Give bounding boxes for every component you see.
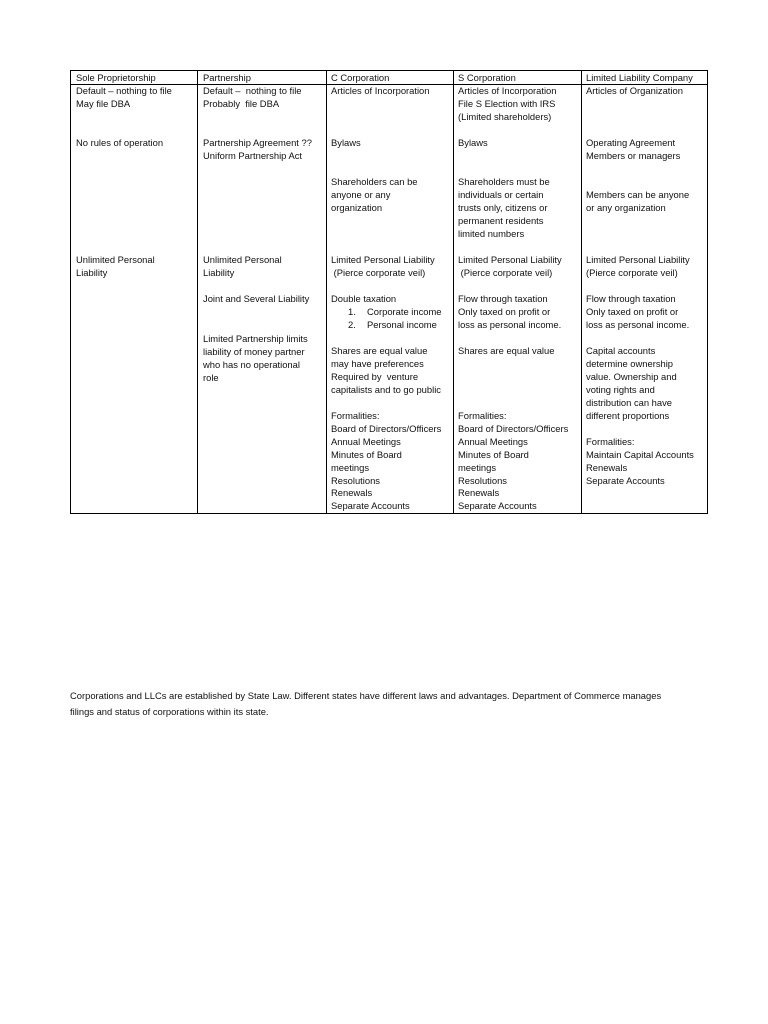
llc-owners bbox=[586, 189, 689, 215]
cell-line: Joint and Several Liability bbox=[203, 293, 310, 304]
cell-line: Liability bbox=[76, 266, 108, 278]
cell-line: Maintain Capital Accounts bbox=[586, 448, 694, 460]
cell-line: loss as personal income. bbox=[586, 318, 690, 330]
business-entity-comparison-table bbox=[70, 70, 708, 514]
cell-line: Formalities: bbox=[331, 410, 380, 421]
s-corp-filing bbox=[458, 85, 556, 124]
cell-line: liability of money partner bbox=[203, 345, 305, 357]
cell-line: meetings bbox=[331, 461, 370, 473]
cell-line: Default – nothing to file bbox=[203, 85, 302, 96]
cell-line: Capital accounts bbox=[586, 345, 656, 356]
column-divider bbox=[326, 71, 327, 513]
cell-line: Unlimited Personal bbox=[76, 254, 155, 265]
cell-line: Separate Accounts bbox=[331, 500, 410, 512]
cell-line: capitalists and to go public bbox=[331, 383, 441, 395]
cell-line: Minutes of Board bbox=[458, 448, 529, 460]
cell-line: (Pierce corporate veil) bbox=[458, 266, 553, 278]
header-sole-proprietorship: Sole Proprietorship bbox=[76, 72, 156, 83]
cell-line: Only taxed on profit or bbox=[458, 305, 551, 317]
partnership-liability bbox=[203, 254, 282, 280]
cell-line: Flow through taxation bbox=[458, 293, 548, 304]
cell-line: File S Election with IRS bbox=[458, 97, 556, 109]
footer-line: Corporations and LLCs are established by State Law. Different states have different laws and advantages. Department of Commerce manages bbox=[70, 690, 662, 701]
s-corp-formalities bbox=[458, 410, 568, 513]
c-corp-tax-item-number: 2. bbox=[348, 319, 356, 330]
c-corp-tax-item: Corporate income bbox=[367, 306, 442, 317]
cell-line: limited numbers bbox=[458, 227, 525, 239]
cell-line: Annual Meetings bbox=[458, 435, 528, 447]
cell-line: role bbox=[203, 371, 219, 383]
header-s-corporation: S Corporation bbox=[458, 72, 516, 83]
cell-line: Unlimited Personal bbox=[203, 254, 282, 265]
sole-rules bbox=[76, 137, 163, 150]
partnership-joint-liability bbox=[203, 293, 309, 306]
cell-line: different proportions bbox=[586, 409, 670, 421]
cell-line: Shareholders must be bbox=[458, 176, 550, 187]
c-corp-tax-heading: Double taxation bbox=[331, 293, 397, 304]
cell-line: Members can be anyone bbox=[586, 189, 690, 200]
cell-line: Renewals bbox=[586, 461, 628, 473]
cell-line: Minutes of Board bbox=[331, 448, 402, 460]
cell-line: Limited Partnership limits bbox=[203, 333, 308, 344]
cell-line: Renewals bbox=[331, 487, 373, 499]
cell-line: Limited Personal Liability bbox=[586, 254, 690, 265]
header-c-corporation: C Corporation bbox=[331, 72, 390, 83]
cell-line: who has no operational bbox=[203, 358, 300, 370]
partnership-filing bbox=[203, 85, 302, 111]
cell-line: distribution can have bbox=[586, 396, 672, 408]
llc-rules bbox=[586, 137, 680, 163]
sole-filing bbox=[76, 85, 172, 111]
cell-line: Members or managers bbox=[586, 149, 681, 161]
cell-line: May file DBA bbox=[76, 97, 131, 109]
header-llc: Limited Liability Company bbox=[586, 72, 693, 83]
cell-line: (Pierce corporate veil) bbox=[331, 266, 426, 278]
cell-line: (Limited shareholders) bbox=[458, 110, 552, 122]
cell-line: Resolutions bbox=[331, 474, 380, 486]
cell-line: Flow through taxation bbox=[586, 293, 676, 304]
cell-line: Only taxed on profit or bbox=[586, 305, 679, 317]
c-corp-shares bbox=[331, 345, 441, 397]
cell-line: Shares are equal value bbox=[458, 345, 555, 356]
column-divider bbox=[453, 71, 454, 513]
column-divider bbox=[197, 71, 198, 513]
cell-line: determine ownership bbox=[586, 357, 674, 369]
sole-liability bbox=[76, 254, 155, 280]
s-corp-owners bbox=[458, 176, 550, 241]
cell-line: Bylaws bbox=[331, 137, 361, 148]
llc-tax bbox=[586, 293, 689, 332]
cell-line: trusts only, citizens or bbox=[458, 201, 548, 213]
cell-line: Resolutions bbox=[458, 474, 507, 486]
c-corp-liability bbox=[331, 254, 435, 280]
cell-line: Formalities: bbox=[586, 436, 635, 447]
cell-line: Separate Accounts bbox=[586, 474, 665, 486]
c-corp-filing bbox=[331, 85, 429, 98]
cell-line: Articles of Organization bbox=[586, 85, 683, 96]
cell-line: Liability bbox=[203, 266, 235, 278]
cell-line: voting rights and bbox=[586, 383, 655, 395]
cell-line: organization bbox=[331, 201, 383, 213]
cell-line: Required by venture bbox=[331, 370, 419, 382]
cell-line: anyone or any bbox=[331, 188, 391, 200]
c-corp-owners bbox=[331, 176, 418, 215]
llc-formalities bbox=[586, 436, 694, 488]
cell-line: individuals or certain bbox=[458, 188, 544, 200]
cell-line: loss as personal income. bbox=[458, 318, 562, 330]
cell-line: Separate Accounts bbox=[458, 500, 537, 512]
cell-line: or any organization bbox=[586, 201, 666, 213]
cell-line: Default – nothing to file bbox=[76, 85, 172, 96]
cell-line: Formalities: bbox=[458, 410, 507, 421]
s-corp-shares bbox=[458, 345, 554, 358]
cell-line: Board of Directors/Officers bbox=[331, 422, 442, 434]
partnership-rules bbox=[203, 137, 312, 163]
cell-line: Limited Personal Liability bbox=[458, 254, 562, 265]
cell-line: No rules of operation bbox=[76, 137, 164, 148]
cell-line: Operating Agreement bbox=[586, 137, 676, 148]
cell-line: Probably file DBA bbox=[203, 97, 280, 109]
cell-line: Board of Directors/Officers bbox=[458, 422, 569, 434]
llc-capital-accounts bbox=[586, 345, 677, 422]
cell-line: Shareholders can be bbox=[331, 176, 418, 187]
llc-liability bbox=[586, 254, 690, 280]
cell-line: (Pierce corporate veil) bbox=[586, 266, 678, 278]
column-divider bbox=[581, 71, 582, 513]
cell-line: Renewals bbox=[458, 487, 500, 499]
cell-line: Bylaws bbox=[458, 137, 488, 148]
s-corp-tax bbox=[458, 293, 561, 332]
cell-line: Shares are equal value bbox=[331, 345, 428, 356]
cell-line: Articles of Incorporation bbox=[331, 85, 430, 96]
c-corp-tax-item: Personal income bbox=[367, 319, 437, 330]
cell-line: Limited Personal Liability bbox=[331, 254, 435, 265]
llc-filing bbox=[586, 85, 683, 98]
cell-line: may have preferences bbox=[331, 357, 424, 369]
cell-line: Articles of Incorporation bbox=[458, 85, 557, 96]
footer-line: filings and status of corporations within its state. bbox=[70, 706, 269, 717]
c-corp-rules bbox=[331, 137, 361, 150]
cell-line: permanent residents bbox=[458, 214, 544, 226]
s-corp-rules bbox=[458, 137, 488, 150]
cell-line: value. Ownership and bbox=[586, 370, 677, 382]
cell-line: Partnership Agreement ?? bbox=[203, 137, 312, 148]
cell-line: Annual Meetings bbox=[331, 435, 401, 447]
cell-line: meetings bbox=[458, 461, 497, 473]
c-corp-formalities bbox=[331, 410, 441, 513]
footer-note bbox=[70, 688, 710, 720]
header-partnership: Partnership bbox=[203, 72, 251, 83]
cell-line: Uniform Partnership Act bbox=[203, 149, 302, 161]
s-corp-liability bbox=[458, 254, 562, 280]
c-corp-tax-item-number: 1. bbox=[348, 306, 356, 317]
partnership-limited bbox=[203, 333, 308, 385]
